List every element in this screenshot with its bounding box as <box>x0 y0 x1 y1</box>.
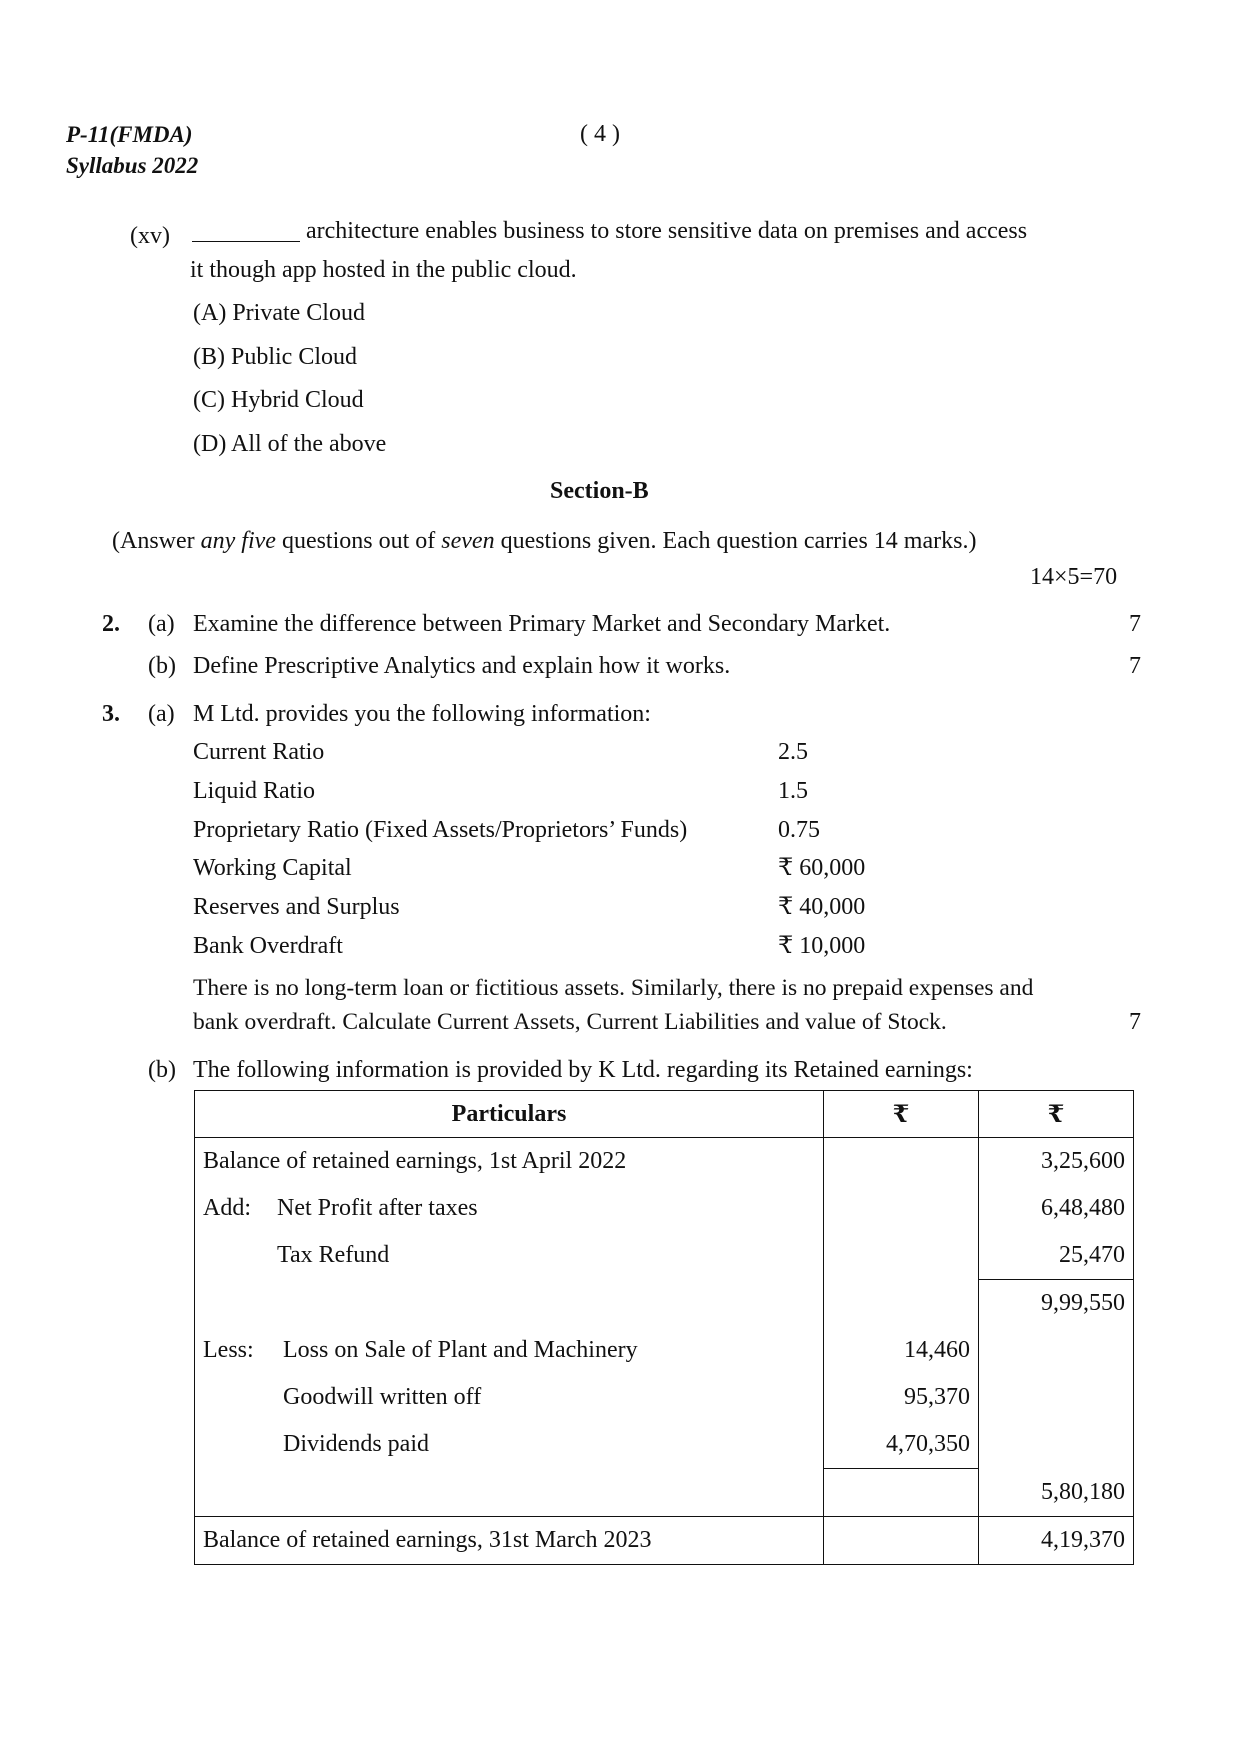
q3a-intro: M Ltd. provides you the following information: <box>193 701 651 727</box>
row-value: 4,70,350 <box>824 1421 979 1469</box>
info-value: ₹ 60,000 <box>778 855 866 881</box>
row-label: Goodwill written off <box>283 1384 482 1410</box>
table-row <box>195 1374 1134 1421</box>
q3a-paragraph-line2: bank overdraft. Calculate Current Assets, Current Liabilities and value of Stock. <box>193 1009 947 1035</box>
syllabus-label: Syllabus 2022 <box>66 153 199 178</box>
row-value: 25,470 <box>979 1232 1134 1280</box>
option-c: (C) Hybrid Cloud <box>193 387 364 413</box>
q2a-text: Examine the difference between Primary Market and Secondary Market. <box>193 611 891 637</box>
marks-total: 14×5=70 <box>1030 564 1118 590</box>
q3a-marks: 7 <box>1129 1009 1141 1035</box>
row-label: Loss on Sale of Plant and Machinery <box>283 1337 638 1363</box>
table-row <box>195 1280 1134 1328</box>
opening-balance-value: 3,25,600 <box>979 1138 1134 1186</box>
info-label: Reserves and Surplus <box>193 894 400 920</box>
header-rupee-col1: ₹ <box>824 1091 979 1138</box>
table-header-row <box>195 1091 1134 1138</box>
row-value: 95,370 <box>824 1374 979 1421</box>
q2b-marks: 7 <box>1129 653 1141 679</box>
info-label: Proprietary Ratio (Fixed Assets/Proprietors’ Funds) <box>193 817 688 843</box>
table-row <box>195 1327 1134 1374</box>
table-row <box>195 1421 1134 1469</box>
opening-balance-label: Balance of retained earnings, 1st April 2022 <box>195 1138 824 1186</box>
less-total-value: 5,80,180 <box>979 1469 1134 1517</box>
q2b-label: (b) <box>148 653 176 679</box>
q3a-paragraph-line1: There is no long-term loan or fictitious assets. Similarly, there is no prepaid expenses and <box>193 975 1034 1001</box>
table-row <box>195 1138 1134 1186</box>
info-label: Current Ratio <box>193 739 325 765</box>
info-label: Liquid Ratio <box>193 778 315 804</box>
q2b-text: Define Prescriptive Analytics and explain how it works. <box>193 653 731 679</box>
info-value: 0.75 <box>778 817 820 843</box>
q3b-intro: The following information is provided by K Ltd. regarding its Retained earnings: <box>193 1057 973 1083</box>
table-row <box>195 1185 1134 1232</box>
question-stem-line1: architecture enables business to store sensitive data on premises and access <box>186 217 1027 246</box>
option-d: (D) All of the above <box>193 431 387 457</box>
info-label: Bank Overdraft <box>193 933 343 959</box>
q2-number: 2. <box>102 611 120 637</box>
info-value: ₹ 40,000 <box>778 894 866 920</box>
paper-code: P-11(FMDA) <box>66 122 193 147</box>
info-label: Working Capital <box>193 855 352 881</box>
row-value: 14,460 <box>824 1327 979 1374</box>
row-label: Net Profit after taxes <box>277 1195 478 1221</box>
q2a-label: (a) <box>148 611 175 637</box>
table-row <box>195 1232 1134 1280</box>
row-label: Dividends paid <box>283 1431 429 1458</box>
q2a-marks: 7 <box>1129 611 1141 637</box>
page-number: ( 4 ) <box>580 121 620 147</box>
add-label: Add: <box>203 1195 251 1221</box>
closing-balance-value: 4,19,370 <box>979 1517 1134 1565</box>
less-label: Less: <box>203 1337 254 1363</box>
info-value: ₹ 10,000 <box>778 933 866 959</box>
header-rupee-col2: ₹ <box>979 1091 1134 1138</box>
question-stem-line2: it though app hosted in the public cloud. <box>190 257 577 283</box>
retained-earnings-table <box>194 1090 1134 1565</box>
section-instructions: (Answer any five questions out of seven questions given. Each question carries 14 marks.) <box>112 528 977 554</box>
answer-blank <box>192 223 300 242</box>
row-label: Tax Refund <box>277 1242 390 1269</box>
table-row <box>195 1517 1134 1565</box>
option-b: (B) Public Cloud <box>193 344 358 370</box>
header-particulars: Particulars <box>195 1091 824 1138</box>
option-a: (A) Private Cloud <box>193 300 365 326</box>
section-title: Section-B <box>550 478 649 504</box>
q3a-label: (a) <box>148 701 175 727</box>
subtotal-value: 9,99,550 <box>979 1280 1134 1328</box>
info-value: 2.5 <box>778 739 808 765</box>
q3b-label: (b) <box>148 1057 176 1083</box>
question-number: (xv) <box>130 223 170 249</box>
info-value: 1.5 <box>778 778 808 804</box>
row-value: 6,48,480 <box>979 1185 1134 1232</box>
table-row <box>195 1469 1134 1517</box>
closing-balance-label: Balance of retained earnings, 31st March 2023 <box>195 1517 824 1565</box>
q3-number: 3. <box>102 701 120 727</box>
